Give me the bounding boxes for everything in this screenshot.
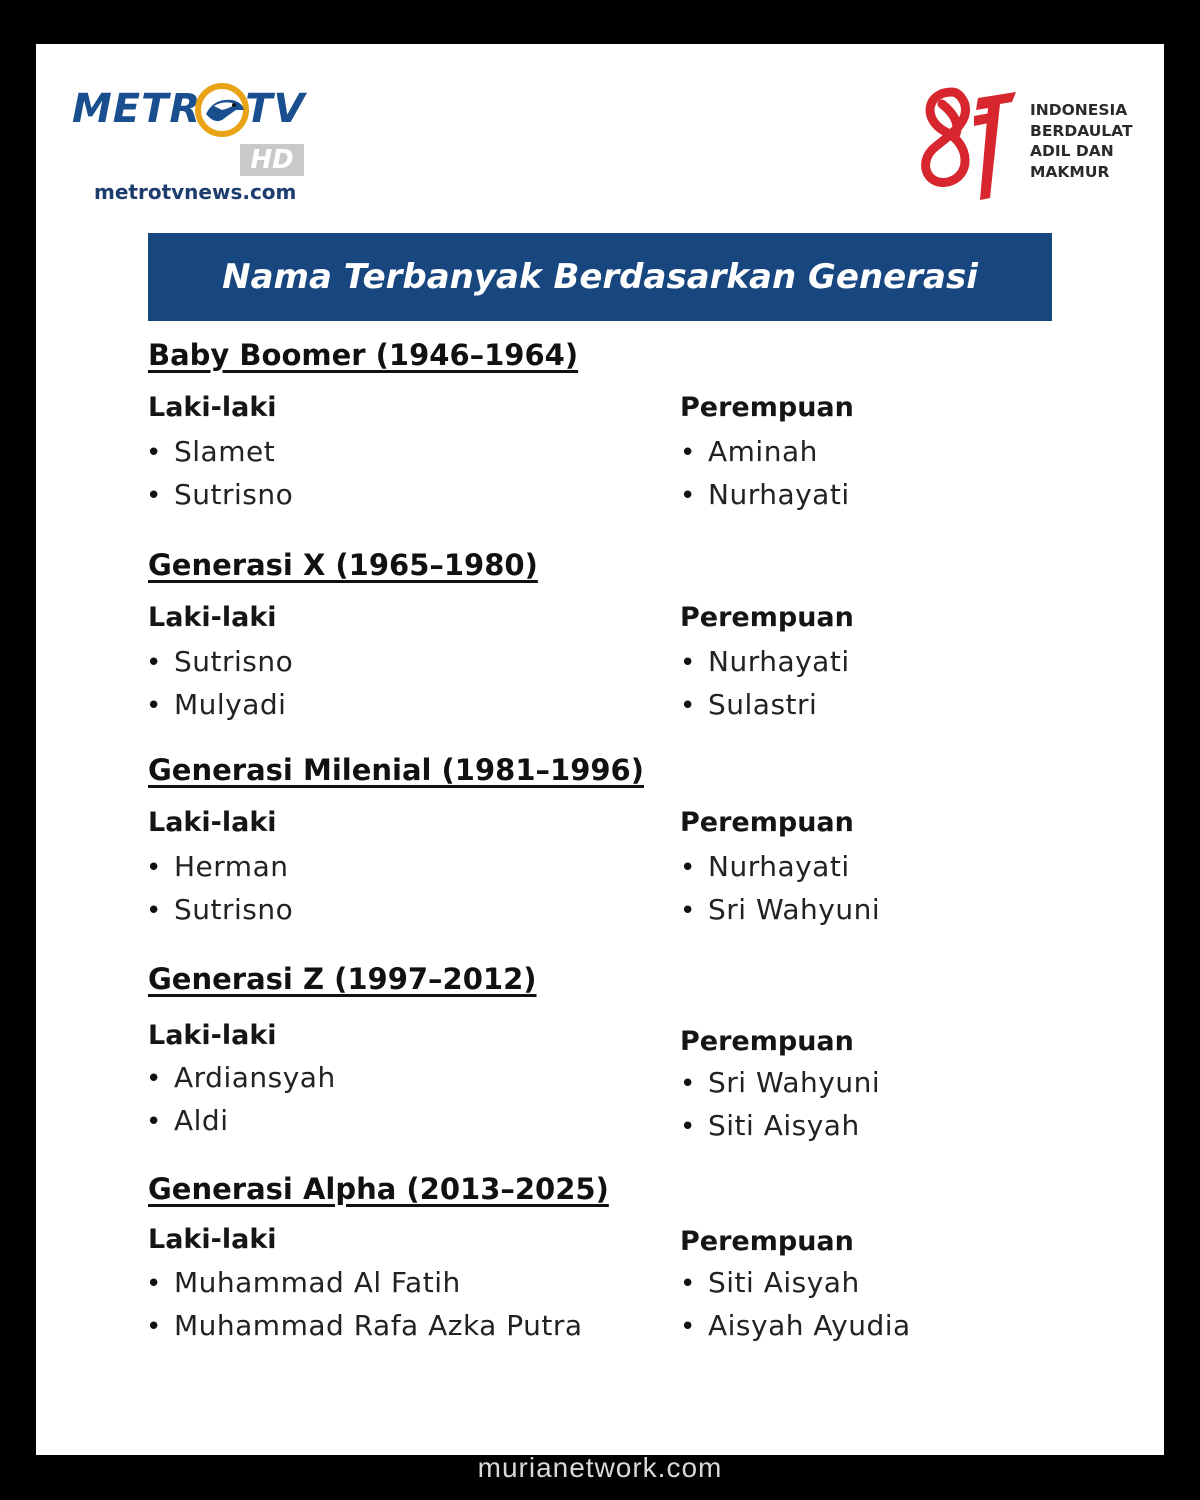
male-name-item: • Sutrisno bbox=[146, 893, 293, 926]
male-name-item: • Sutrisno bbox=[146, 478, 293, 511]
male-name-item: • Mulyadi bbox=[146, 688, 286, 721]
generation-title: Generasi Milenial (1981–1996) bbox=[148, 753, 644, 787]
footer-watermark: murianetwork.com bbox=[477, 1452, 723, 1483]
indonesia-81-logo bbox=[912, 82, 1142, 206]
eagle-icon bbox=[192, 80, 252, 140]
title-banner bbox=[148, 233, 1052, 321]
male-heading: Laki-laki bbox=[148, 392, 277, 423]
male-heading: Laki-laki bbox=[148, 1224, 277, 1255]
male-name-item: • Slamet bbox=[146, 435, 275, 468]
female-name-item: • Sri Wahyuni bbox=[680, 1066, 880, 1099]
banner-title: Nama Terbanyak Berdasarkan Generasi bbox=[222, 257, 978, 297]
male-name-item: • Ardiansyah bbox=[146, 1061, 336, 1094]
male-heading: Laki-laki bbox=[148, 1020, 277, 1051]
metrotv-website: metrotvnews.com bbox=[94, 180, 297, 204]
metrotv-logo bbox=[72, 80, 312, 210]
number-81-icon bbox=[912, 82, 1024, 206]
female-heading: Perempuan bbox=[680, 392, 854, 423]
female-heading: Perempuan bbox=[680, 1026, 854, 1057]
metrotv-wordmark: METR TV bbox=[72, 86, 306, 132]
male-heading: Laki-laki bbox=[148, 807, 277, 838]
female-name-item: • Sri Wahyuni bbox=[680, 893, 880, 926]
logo81-tagline: INDONESIA BERDAULAT ADIL DAN MAKMUR bbox=[1030, 101, 1133, 181]
hd-badge: HD bbox=[240, 144, 304, 176]
generation-title: Generasi Z (1997–2012) bbox=[148, 962, 537, 996]
generation-title: Generasi X (1965–1980) bbox=[148, 548, 538, 582]
male-heading: Laki-laki bbox=[148, 602, 277, 633]
generation-title: Generasi Alpha (2013–2025) bbox=[148, 1172, 609, 1206]
female-heading: Perempuan bbox=[680, 1226, 854, 1257]
female-name-item: • Sulastri bbox=[680, 688, 817, 721]
female-name-item: • Nurhayati bbox=[680, 478, 850, 511]
female-heading: Perempuan bbox=[680, 602, 854, 633]
female-name-item: • Siti Aisyah bbox=[680, 1109, 860, 1142]
male-name-item: • Aldi bbox=[146, 1104, 229, 1137]
male-name-item: • Muhammad Rafa Azka Putra bbox=[146, 1309, 583, 1342]
female-name-item: • Aminah bbox=[680, 435, 818, 468]
female-name-item: • Aisyah Ayudia bbox=[680, 1309, 911, 1342]
male-name-item: • Herman bbox=[146, 850, 288, 883]
female-name-item: • Nurhayati bbox=[680, 645, 850, 678]
generation-title: Baby Boomer (1946–1964) bbox=[148, 338, 579, 372]
female-name-item: • Siti Aisyah bbox=[680, 1266, 860, 1299]
female-name-item: • Nurhayati bbox=[680, 850, 850, 883]
female-heading: Perempuan bbox=[680, 807, 854, 838]
male-name-item: • Muhammad Al Fatih bbox=[146, 1266, 461, 1299]
male-name-item: • Sutrisno bbox=[146, 645, 293, 678]
